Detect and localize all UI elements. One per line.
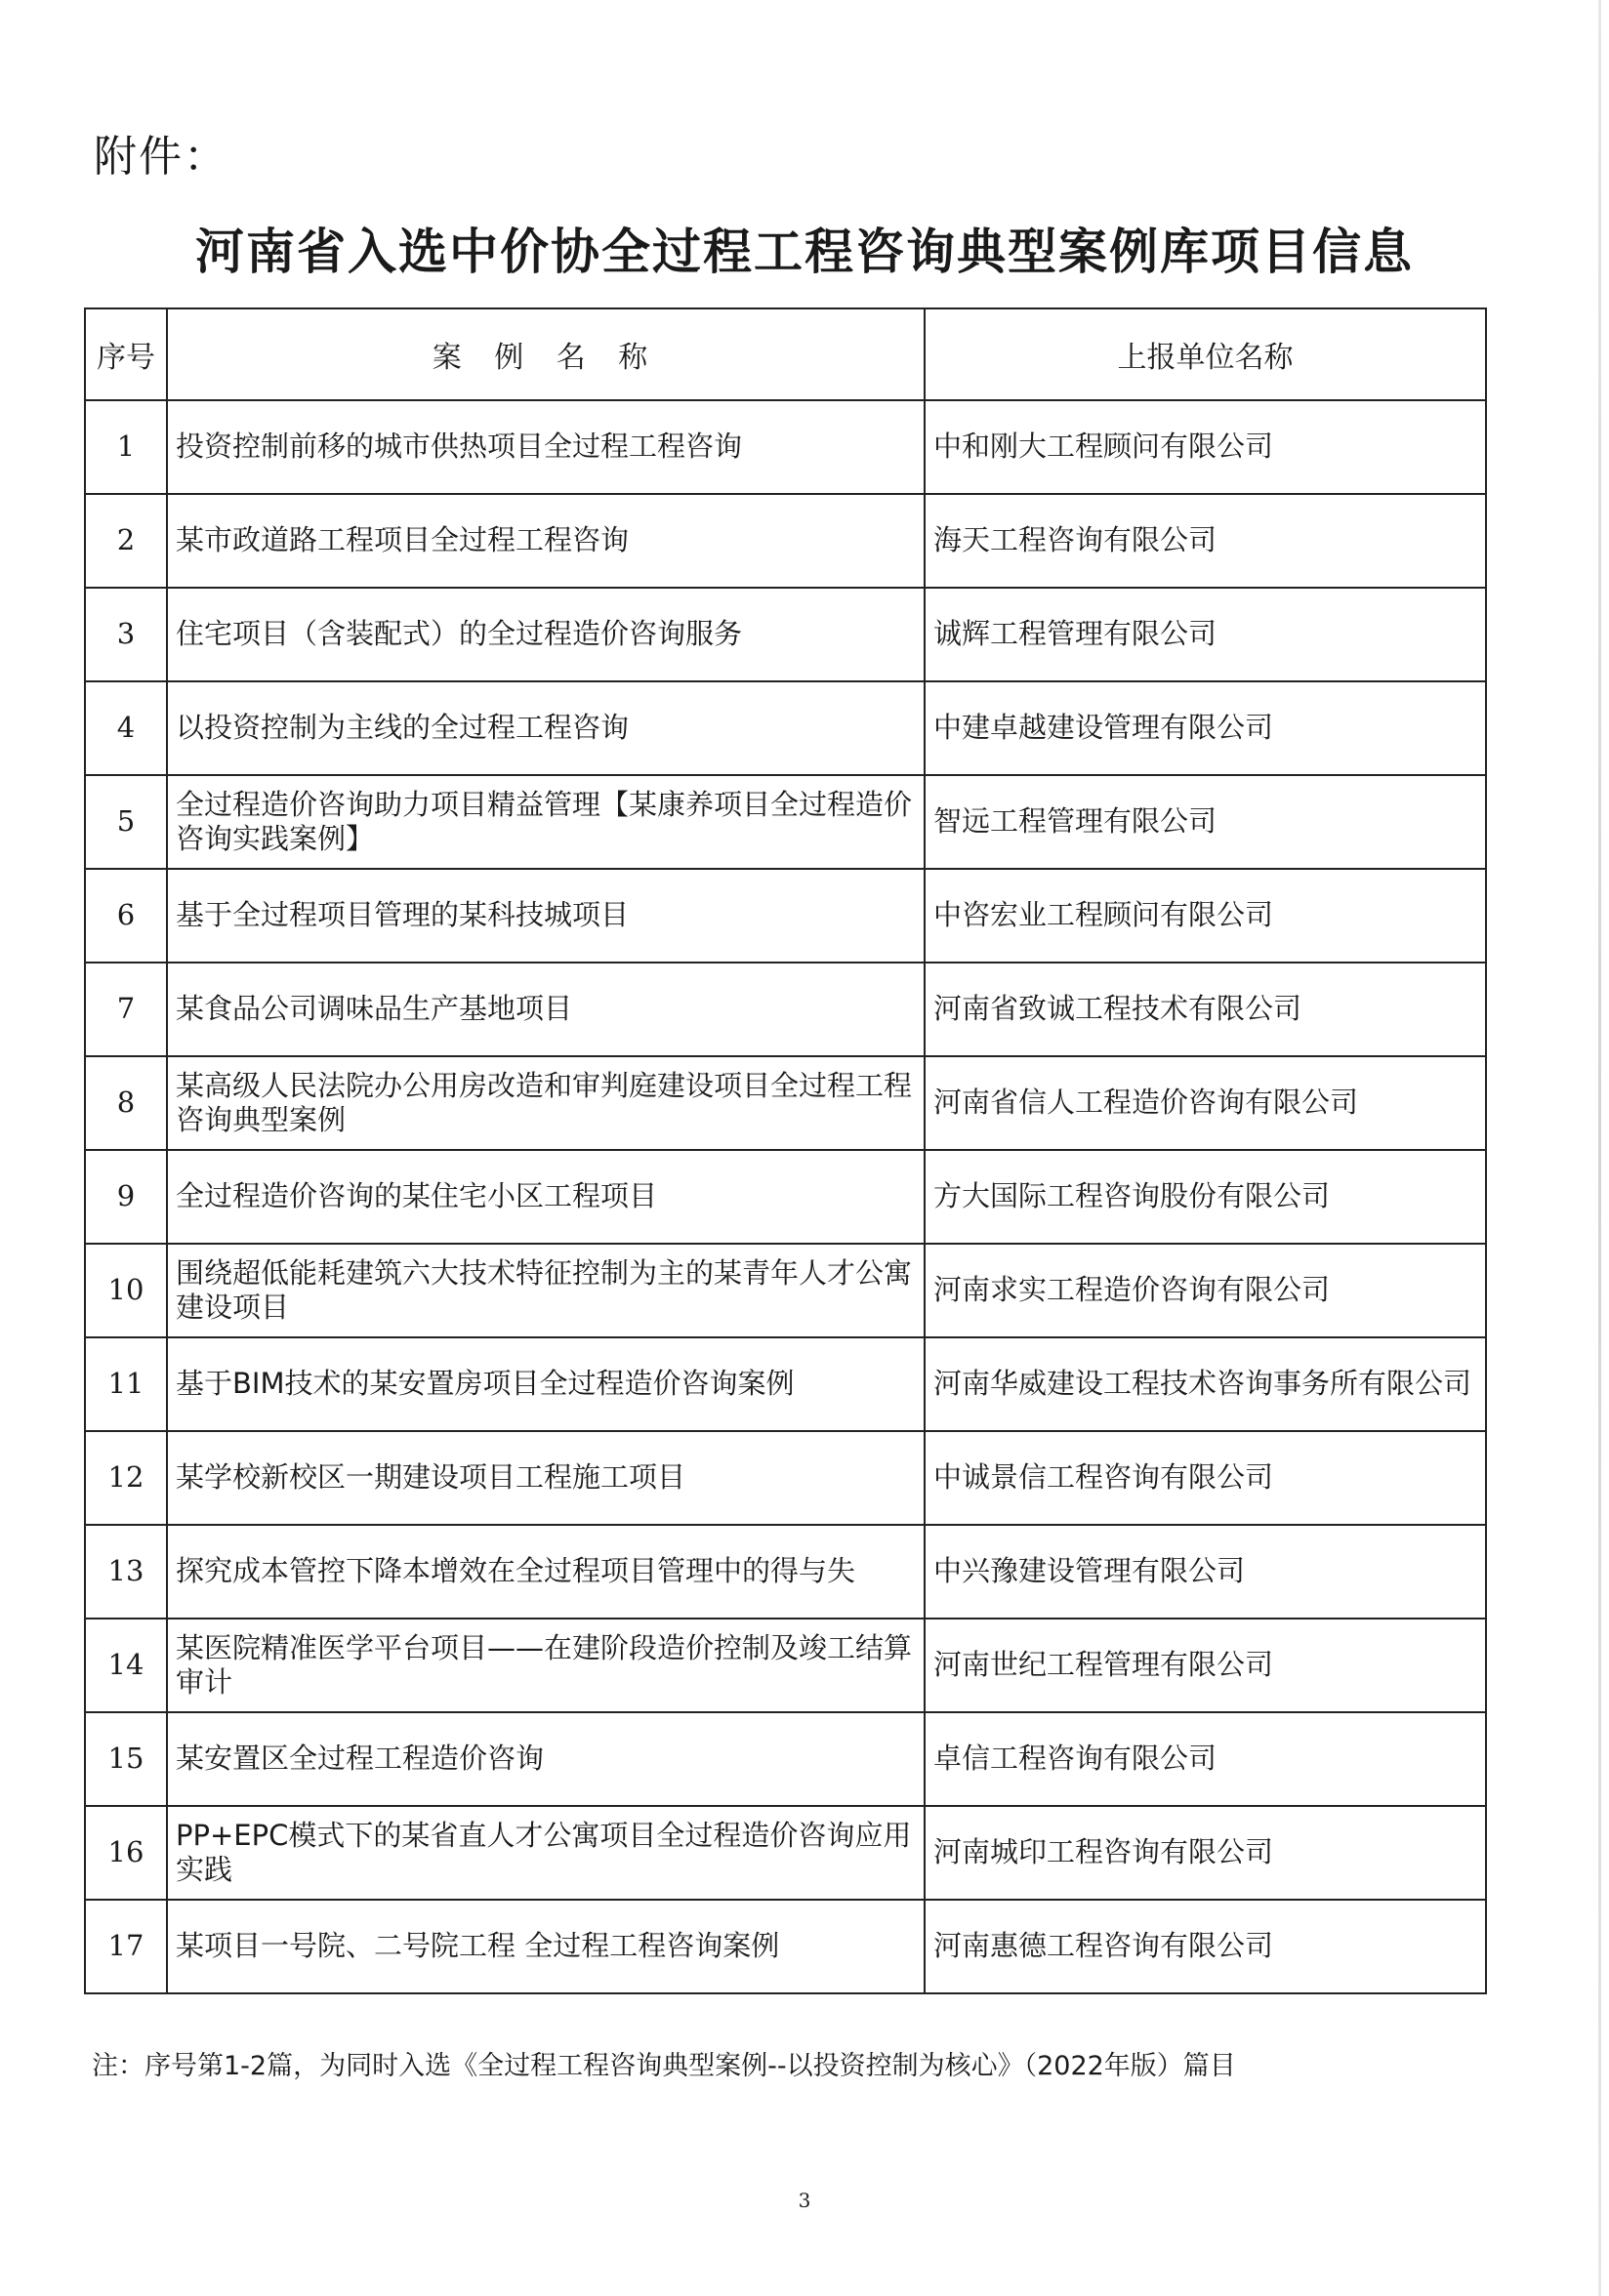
table-row [85, 494, 1486, 588]
table-body [85, 400, 1486, 1993]
row-case-name: 某市政道路工程项目全过程工程咨询 [167, 494, 925, 588]
table-row [85, 1431, 1486, 1525]
row-no: 4 [85, 681, 167, 775]
row-case-name: 探究成本管控下降本增效在全过程项目管理中的得与失 [167, 1525, 925, 1619]
row-no: 6 [85, 869, 167, 963]
row-unit-name: 卓信工程咨询有限公司 [925, 1712, 1486, 1806]
row-no: 8 [85, 1056, 167, 1150]
row-unit-name: 河南惠德工程咨询有限公司 [925, 1900, 1486, 1993]
table-row [85, 775, 1486, 869]
header-unit-name: 上报单位名称 [925, 308, 1486, 400]
row-no: 11 [85, 1337, 167, 1431]
row-no: 14 [85, 1619, 167, 1712]
row-unit-name: 中咨宏业工程顾问有限公司 [925, 869, 1486, 963]
row-unit-name: 海天工程咨询有限公司 [925, 494, 1486, 588]
attachment-label: 附件： [94, 132, 228, 182]
case-table [84, 308, 1487, 1994]
row-case-name: 某学校新校区一期建设项目工程施工项目 [167, 1431, 925, 1525]
row-case-name: 以投资控制为主线的全过程工程咨询 [167, 681, 925, 775]
row-unit-name: 河南华威建设工程技术咨询事务所有限公司 [925, 1337, 1486, 1431]
header-case-name: 案 例 名 称 [167, 308, 925, 400]
row-no: 5 [85, 775, 167, 869]
footnote: 注：序号第1-2篇，为同时入选《全过程工程咨询典型案例--以投资控制为核心》（2022年版）篇目 [92, 2051, 1236, 2081]
row-case-name: 全过程造价咨询助力项目精益管理【某康养项目全过程造价咨询实践案例】 [167, 775, 925, 869]
row-unit-name: 中和刚大工程顾问有限公司 [925, 400, 1486, 494]
table-row [85, 1525, 1486, 1619]
row-unit-name: 河南城印工程咨询有限公司 [925, 1806, 1486, 1900]
table-row [85, 869, 1486, 963]
row-case-name: PP+EPC模式下的某省直人才公寓项目全过程造价咨询应用实践 [167, 1806, 925, 1900]
row-case-name: 某医院精准医学平台项目——在建阶段造价控制及竣工结算审计 [167, 1619, 925, 1712]
row-no: 1 [85, 400, 167, 494]
table-header-row [85, 308, 1486, 400]
table-row [85, 1337, 1486, 1431]
row-unit-name: 方大国际工程咨询股份有限公司 [925, 1150, 1486, 1244]
row-unit-name: 中兴豫建设管理有限公司 [925, 1525, 1486, 1619]
row-case-name: 投资控制前移的城市供热项目全过程工程咨询 [167, 400, 925, 494]
row-case-name: 围绕超低能耗建筑六大技术特征控制为主的某青年人才公寓建设项目 [167, 1244, 925, 1337]
table-row [85, 1900, 1486, 1993]
page-edge [1598, 0, 1601, 2296]
table-row [85, 1150, 1486, 1244]
row-unit-name: 河南省信人工程造价咨询有限公司 [925, 1056, 1486, 1150]
row-case-name: 全过程造价咨询的某住宅小区工程项目 [167, 1150, 925, 1244]
table-row [85, 588, 1486, 681]
row-case-name: 基于BIM技术的某安置房项目全过程造价咨询案例 [167, 1337, 925, 1431]
table-row [85, 1056, 1486, 1150]
row-no: 7 [85, 963, 167, 1056]
row-no: 15 [85, 1712, 167, 1806]
row-case-name: 某食品公司调味品生产基地项目 [167, 963, 925, 1056]
row-no: 3 [85, 588, 167, 681]
row-case-name: 基于全过程项目管理的某科技城项目 [167, 869, 925, 963]
row-no: 9 [85, 1150, 167, 1244]
row-case-name: 住宅项目（含装配式）的全过程造价咨询服务 [167, 588, 925, 681]
row-no: 17 [85, 1900, 167, 1993]
row-no: 10 [85, 1244, 167, 1337]
row-unit-name: 诚辉工程管理有限公司 [925, 588, 1486, 681]
row-unit-name: 河南世纪工程管理有限公司 [925, 1619, 1486, 1712]
page-number: 3 [798, 2189, 811, 2212]
header-no: 序号 [85, 308, 167, 400]
row-unit-name: 中诚景信工程咨询有限公司 [925, 1431, 1486, 1525]
row-unit-name: 中建卓越建设管理有限公司 [925, 681, 1486, 775]
table-row [85, 1806, 1486, 1900]
table-row [85, 1619, 1486, 1712]
row-no: 13 [85, 1525, 167, 1619]
row-no: 12 [85, 1431, 167, 1525]
row-unit-name: 河南求实工程造价咨询有限公司 [925, 1244, 1486, 1337]
table-row [85, 681, 1486, 775]
table-row [85, 1244, 1486, 1337]
table-row [85, 1712, 1486, 1806]
row-unit-name: 河南省致诚工程技术有限公司 [925, 963, 1486, 1056]
row-no: 16 [85, 1806, 167, 1900]
row-case-name: 某项目一号院、二号院工程 全过程工程咨询案例 [167, 1900, 925, 1993]
row-unit-name: 智远工程管理有限公司 [925, 775, 1486, 869]
row-case-name: 某高级人民法院办公用房改造和审判庭建设项目全过程工程咨询典型案例 [167, 1056, 925, 1150]
row-no: 2 [85, 494, 167, 588]
table-row [85, 400, 1486, 494]
row-case-name: 某安置区全过程工程造价咨询 [167, 1712, 925, 1806]
table-row [85, 963, 1486, 1056]
document-title: 河南省入选中价协全过程工程咨询典型案例库项目信息 [195, 223, 1414, 280]
